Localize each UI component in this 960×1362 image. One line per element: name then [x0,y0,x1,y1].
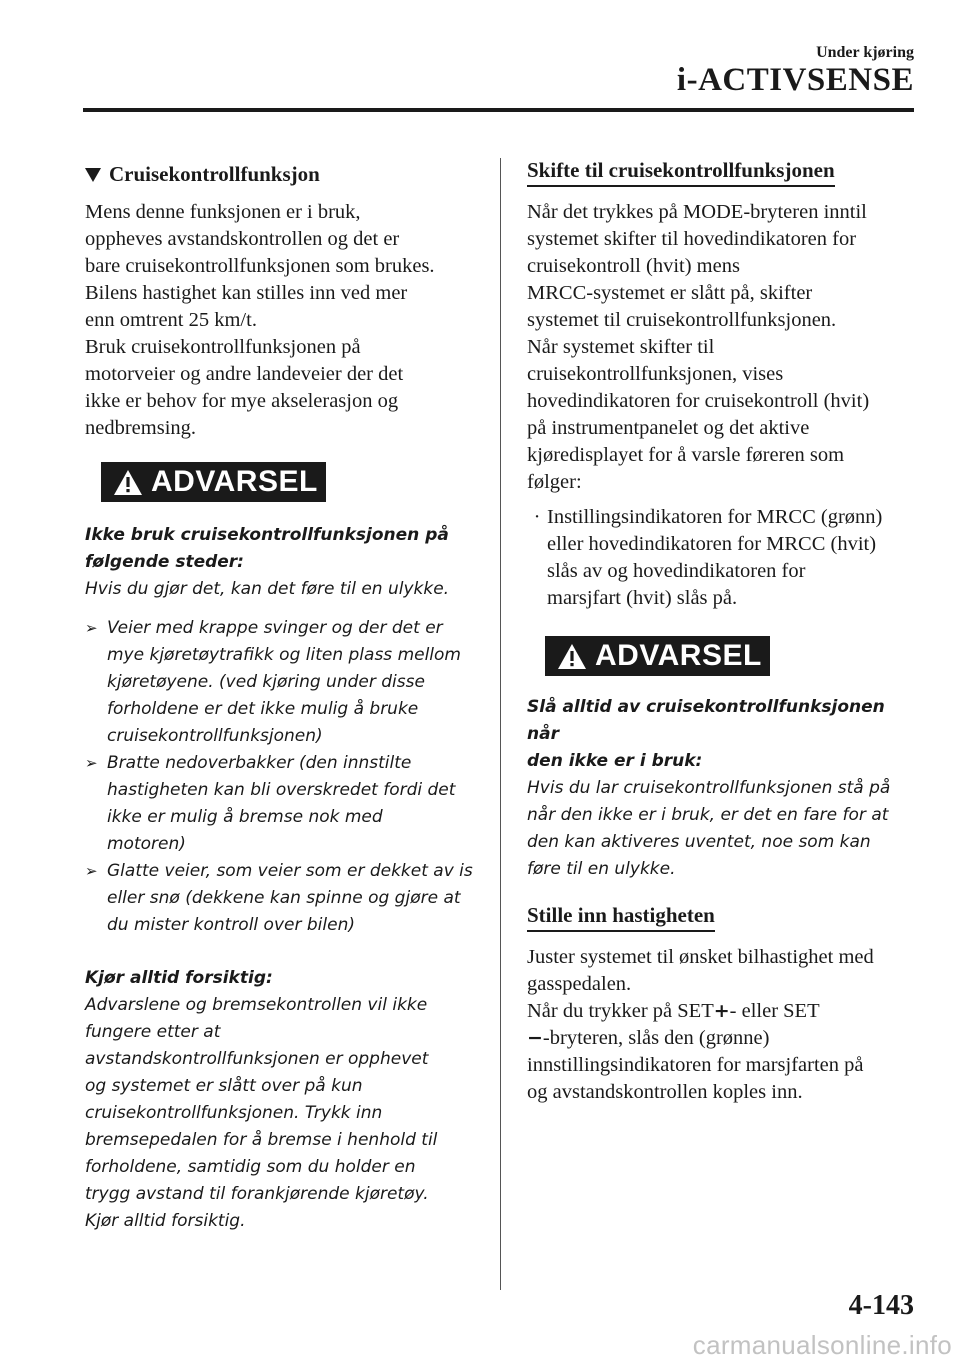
column-divider [500,158,501,1290]
list-item [527,504,917,612]
arrow-right-icon: ➢ [85,619,98,637]
indicator-list [527,504,917,612]
warning-badge-wrap [545,636,917,676]
text-line: når den ikke er i bruk, er det en fare for at [527,805,889,825]
warning-icon [113,469,143,496]
text-line: trygg avstand til forankjørende kjøretøy. [85,1184,429,1204]
text-line: Ikke bruk cruisekontrollfunksjonen på [85,525,449,545]
header-rule [83,108,914,112]
switch-paragraph [527,199,917,496]
text-line: mye kjøretøytrafikk og liten plass mellom [107,645,461,665]
running-header-chapter: i-ACTIVSENSE [676,62,914,98]
list-item-text [107,615,461,750]
list-item [85,615,481,750]
text-line: Veier med krappe svinger og der det er [107,618,443,638]
text-line: ikke er mulig å bremse nok med [107,807,383,827]
left-column [85,158,481,1235]
subsection-heading [85,162,481,187]
list-item [85,750,481,858]
text-line: nedbremsing. [85,417,197,439]
text-line: og systemet er slått over på kun [85,1076,363,1096]
watermark: carmanualsonline.info [692,1330,952,1360]
text-line: kjøredisplayet for å varsle føreren som [527,444,845,466]
arrow-right-icon: ➢ [85,862,98,880]
text-line: på instrumentpanelet og det aktive [527,417,810,439]
text-line: avstandskontrollfunksjonen er opphevet [85,1049,429,1069]
text-line: Bilens hastighet kan stilles inn ved mer [85,282,408,304]
text-line: cruisekontroll (hvit) mens [527,255,740,277]
subsection-heading-text: Cruisekontrollfunksjon [109,162,320,186]
running-header-section: Under kjøring [816,44,914,61]
text-line: forholdene, samtidig som du holder en [85,1157,416,1177]
page-number: 4-143 [848,1290,914,1321]
text-line: hovedindikatoren for cruisekontroll (hvit) [527,390,870,412]
warning-bold-heading: Kjør alltid forsiktig: [85,968,273,988]
text-line: Bruk cruisekontrollfunksjonen på [85,336,361,358]
text-line: systemet skifter til hovedindikatoren for [527,228,857,250]
text-line: gasspedalen. [527,973,632,995]
text-line: følger: [527,471,582,493]
text-line: systemet til cruisekontrollfunksjonen. [527,309,837,331]
minus-icon: − [527,1027,543,1049]
text-line: eller hovedindikatoren for MRCC (hvit) [547,533,877,555]
text-line: ikke er behov for mye akselerasjon og [85,390,399,412]
warning-block-2 [85,965,481,1235]
text-line: Advarslene og bremsekontrollen vil ikke [85,995,428,1015]
text-line: og avstandskontrollen koples inn. [527,1081,803,1103]
text-line: motorveier og andre landeveier der det [85,363,404,385]
text-line: bremsepedalen for å bremse i henhold til [85,1130,438,1150]
list-item-text [107,858,473,939]
text-line: enn omtrent 25 km/t. [85,309,257,331]
warning-icon [557,643,587,670]
text-line: motoren) [107,834,186,854]
text-line: forholdene er det ikke mulig å bruke [107,699,419,719]
text-line: føre til en ulykke. [527,859,676,879]
text-line: marsjfart (hvit) slås på. [547,587,738,609]
text-line: fungere etter at [85,1022,221,1042]
text-line: Glatte veier, som veier som er dekket av is [107,861,473,881]
warning-list [85,615,481,939]
text-line: innstillingsindikatoren for marsjfarten på [527,1054,864,1076]
list-item-text [107,750,455,858]
text-line: - eller SET [729,1000,820,1022]
text-line: Når det trykkes på MODE-bryteren inntil [527,201,867,223]
warning-block-3 [527,694,917,883]
text-line: den ikke er i bruk: [527,751,703,771]
warning-badge-wrap [101,462,481,502]
speed-paragraph [527,944,917,1106]
warning-block-1 [85,522,481,939]
arrow-right-icon: ➢ [85,754,98,772]
text-line: Slå alltid av cruisekontrollfunksjonen når [527,697,885,744]
triangle-down-icon [85,168,101,182]
text-line: Når systemet skifter til [527,336,715,358]
warning-body [85,992,481,1235]
text-line: den kan aktiveres uventet, noe som kan [527,832,871,852]
text-line: -bryteren, slås den (grønne) [542,1027,770,1049]
list-item-text [547,504,882,612]
text-line: kjøretøyene. (ved kjøring under disse [107,672,425,692]
warning-bold-heading [85,522,481,576]
right-column [527,158,917,1106]
text-line: eller snø (dekkene kan spinne og gjøre at [107,888,461,908]
warning-body [527,775,917,883]
warning-badge [545,636,770,676]
intro-paragraph [85,199,481,442]
plus-icon: + [713,1000,730,1022]
text-line: Kjør alltid forsiktig. [85,1211,246,1231]
text-line: følgende steder: [85,552,244,572]
text-line: Instillingsindikatoren for MRCC (grønn) [547,506,883,528]
text-line: cruisekontrollfunksjonen. Trykk inn [85,1103,383,1123]
warning-label: ADVARSEL [151,465,318,498]
text-line: bare cruisekontrollfunksjonen som brukes. [85,255,435,277]
section-heading: Stille inn hastigheten [527,903,715,932]
list-item [85,858,481,939]
text-line: hastigheten kan bli overskredet fordi det [107,780,456,800]
text-line: cruisekontrollfunksjonen, vises [527,363,784,385]
text-line: Mens denne funksjonen er i bruk, [85,201,361,223]
text-line: cruisekontrollfunksjonen) [107,726,323,746]
bullet-dot-icon: · [533,506,541,528]
text-line: oppheves avstandskontrollen og det er [85,228,400,250]
warning-label: ADVARSEL [595,639,762,672]
text-line: Juster systemet til ønsket bilhastighet med [527,946,874,968]
text-line: slås av og hovedindikatoren for [547,560,806,582]
text-line: MRCC-systemet er slått på, skifter [527,282,813,304]
warning-badge [101,462,326,502]
text-line: Hvis du lar cruisekontrollfunksjonen stå på [527,778,891,798]
section-heading: Skifte til cruisekontrollfunksjonen [527,158,835,187]
warning-intro: Hvis du gjør det, kan det føre til en ulykke. [85,579,450,599]
text-line: Når du trykker på SET [527,1000,714,1022]
text-line: du mister kontroll over bilen) [107,915,355,935]
warning-bold-heading [527,694,917,775]
text-line: Bratte nedoverbakker (den innstilte [107,753,412,773]
